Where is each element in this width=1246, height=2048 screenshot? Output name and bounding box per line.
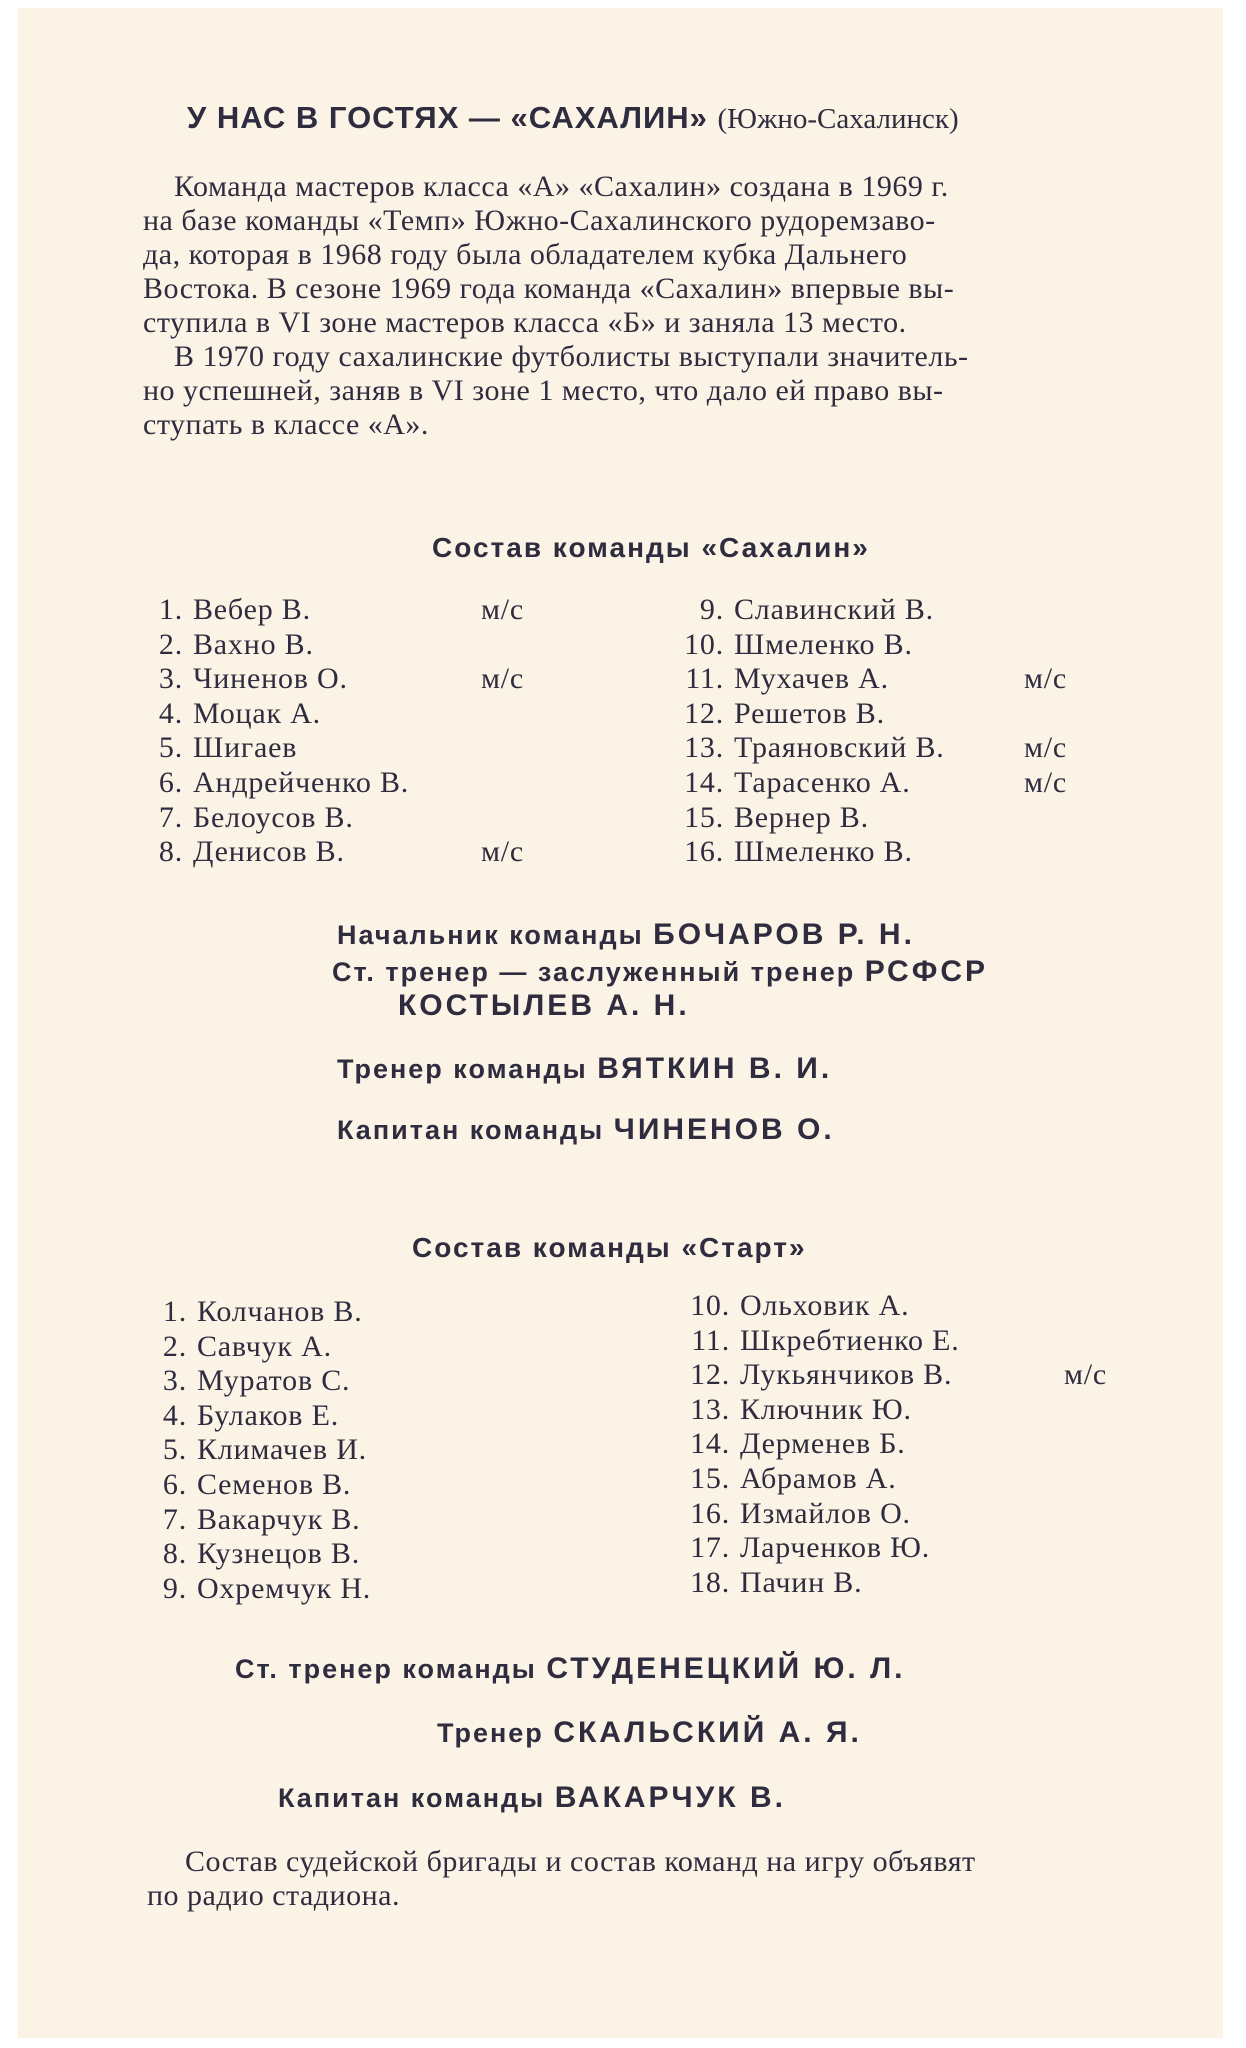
master-of-sport: м/с [481, 835, 525, 869]
sakhalin-roster-heading: Состав команды «Сахалин» [432, 532, 870, 563]
player-number: 12. [684, 696, 724, 730]
title-city: (Южно-Сахалинск) [717, 103, 959, 135]
player-number: 10. [684, 627, 724, 661]
title-main: У НАС В ГОСТЯХ — «САХАЛИН» [187, 100, 708, 135]
staff-name: ВЯТКИН В. И. [597, 1052, 833, 1085]
player-name: Лукьянчиков В. [740, 1358, 953, 1392]
player-name: Ключник Ю. [740, 1392, 912, 1426]
player-name: Вебер В. [193, 593, 311, 626]
sakhalin-roster-right [684, 593, 1114, 870]
staff-label: Начальник команды [337, 920, 644, 950]
master-of-sport: м/с [1024, 731, 1068, 765]
roster-row [143, 766, 563, 801]
player-name: Чиненов О. [193, 662, 348, 696]
player-name: Шигаев [193, 731, 298, 765]
roster-row [147, 1537, 567, 1572]
player-number: 12. [690, 1358, 730, 1392]
staff-name: КОСТЫЛЕВ А. Н. [398, 989, 690, 1022]
staff-label: Ст. тренер команды [235, 1654, 537, 1684]
intro-paragraph [143, 170, 969, 442]
player-number: 3. [162, 1364, 187, 1398]
player-name: Шмеленко В. [734, 627, 913, 661]
footer-note [147, 1845, 976, 1913]
player-name: Белоусов В. [193, 800, 354, 834]
player-name: Кузнецов В. [197, 1537, 361, 1571]
page-title [187, 100, 959, 136]
player-number: 11. [691, 1323, 730, 1357]
roster-row [684, 662, 1114, 697]
player-name: Савчук А. [197, 1329, 332, 1363]
player-number: 15. [690, 1461, 730, 1495]
sakhalin-captain [337, 1113, 835, 1147]
player-name: Мухачев А. [734, 662, 889, 696]
master-of-sport: м/с [1064, 1358, 1108, 1392]
player-number: 4. [162, 1398, 187, 1432]
player-number: 10. [690, 1289, 730, 1322]
player-number: 6. [162, 1467, 187, 1501]
player-number: 1. [162, 1295, 187, 1328]
player-number: 3. [158, 662, 183, 696]
roster-row [690, 1427, 1130, 1462]
start-roster-left [147, 1295, 567, 1606]
start-coach [437, 1716, 862, 1750]
player-name: Вакарчук В. [197, 1502, 361, 1536]
player-number: 5. [162, 1433, 187, 1467]
staff-label: Тренер [437, 1718, 544, 1748]
player-number: 16. [690, 1496, 730, 1530]
master-of-sport: м/с [481, 593, 525, 626]
player-number: 14. [684, 765, 724, 799]
roster-row [684, 766, 1114, 801]
player-number: 15. [684, 800, 724, 834]
roster-row [143, 662, 563, 697]
roster-row [690, 1497, 1130, 1532]
player-name: Вернер В. [734, 800, 869, 834]
player-name: Моцак А. [193, 696, 321, 730]
player-number: 4. [158, 696, 183, 730]
intro-line: на базе команды «Темп» Южно-Сахалинского рудоремзаво- [143, 204, 936, 237]
roster-row [684, 628, 1114, 663]
intro-line: да, которая в 1968 году была обладателем кубка Дальнего [143, 238, 908, 271]
player-name: Семенов В. [197, 1467, 352, 1501]
roster-row [147, 1503, 567, 1538]
staff-name: ВАКАРЧУК В. [554, 1781, 786, 1814]
roster-row [684, 835, 1114, 870]
player-name: Денисов В. [193, 835, 345, 869]
sakhalin-senior-coach [332, 955, 988, 989]
roster-row [690, 1531, 1130, 1566]
intro-line: ступать в классе «А». [143, 408, 429, 441]
player-name: Шмеленко В. [734, 835, 913, 869]
player-number: 9. [162, 1571, 187, 1605]
intro-line: Востока. В сезоне 1969 года команда «Сахалин» впервые вы- [143, 272, 955, 305]
player-number: 11. [685, 662, 724, 696]
roster-row [143, 731, 563, 766]
start-senior-coach [235, 1652, 905, 1686]
player-number: 16. [684, 835, 724, 869]
roster-row [684, 593, 1114, 628]
roster-row [143, 593, 563, 628]
roster-row [690, 1324, 1130, 1359]
player-number: 13. [690, 1392, 730, 1426]
start-roster-right [690, 1289, 1130, 1600]
player-name: Ольховик А. [740, 1289, 910, 1322]
footer-line: Состав судейской бригады и состав команд на игру объявят [185, 1845, 976, 1878]
roster-row [143, 697, 563, 732]
intro-line: ступила в VI зоне мастеров класса «Б» и заняла 13 место. [143, 306, 907, 339]
player-name: Славинский В. [734, 593, 934, 626]
player-number: 7. [162, 1502, 187, 1536]
player-name: Дерменев Б. [740, 1427, 906, 1461]
intro-line: Команда мастеров класса «А» «Сахалин» создана в 1969 г. [174, 170, 949, 203]
roster-row [690, 1289, 1130, 1324]
player-name: Абрамов А. [740, 1461, 897, 1495]
player-name: Андрейченко В. [193, 765, 410, 799]
player-number: 1. [158, 593, 183, 626]
staff-org: РСФСР [864, 955, 989, 988]
intro-line: В 1970 году сахалинские футболисты выступали значитель- [174, 340, 969, 373]
footer-line: по радио стадиона. [147, 1879, 400, 1912]
player-name: Пачин В. [740, 1565, 863, 1599]
master-of-sport: м/с [1024, 662, 1068, 696]
start-roster-heading: Состав команды «Старт» [412, 1232, 807, 1263]
roster-row [684, 697, 1114, 732]
staff-name: СТУДЕНЕЦКИЙ Ю. Л. [546, 1652, 906, 1685]
staff-label: Капитан команды [278, 1783, 546, 1813]
sakhalin-roster-left [143, 593, 563, 870]
roster-row [147, 1330, 567, 1365]
player-number: 14. [690, 1427, 730, 1461]
player-number: 17. [690, 1531, 730, 1565]
roster-row [147, 1572, 567, 1607]
roster-row [147, 1295, 567, 1330]
player-number: 2. [158, 627, 183, 661]
start-captain [278, 1781, 786, 1815]
player-name: Климачев И. [197, 1433, 367, 1467]
player-name: Ларченков Ю. [740, 1531, 931, 1565]
staff-label: Тренер команды [337, 1054, 588, 1084]
player-name: Шкребтиенко Е. [740, 1323, 960, 1357]
player-number: 8. [158, 835, 183, 869]
player-name: Охремчук Н. [197, 1571, 372, 1605]
player-number: 9. [699, 593, 724, 626]
player-name: Муратов С. [197, 1364, 351, 1398]
sakhalin-senior-coach-name [398, 989, 690, 1023]
player-name: Тарасенко А. [734, 765, 911, 799]
player-name: Вахно В. [193, 627, 314, 661]
player-number: 7. [158, 800, 183, 834]
staff-label: Ст. тренер — заслуженный тренер [332, 957, 856, 987]
roster-row [143, 628, 563, 663]
player-name: Решетов В. [734, 696, 885, 730]
sakhalin-coach [337, 1052, 832, 1086]
roster-row [690, 1566, 1130, 1601]
roster-row [143, 801, 563, 836]
roster-row [684, 801, 1114, 836]
staff-label: Капитан команды [337, 1115, 605, 1145]
master-of-sport: м/с [481, 662, 525, 696]
staff-name: СКАЛЬСКИЙ А. Я. [553, 1716, 862, 1749]
roster-row [684, 731, 1114, 766]
staff-name: БОЧАРОВ Р. Н. [653, 918, 915, 951]
roster-row [147, 1364, 567, 1399]
player-number: 6. [158, 765, 183, 799]
player-name: Измайлов О. [740, 1496, 911, 1530]
roster-row [690, 1358, 1130, 1393]
roster-row [147, 1399, 567, 1434]
player-name: Траяновский В. [734, 731, 945, 765]
staff-name: ЧИНЕНОВ О. [613, 1113, 835, 1146]
sakhalin-chief [337, 918, 915, 952]
roster-row [690, 1462, 1130, 1497]
intro-line: но успешней, заняв в VI зоне 1 место, что дало ей право вы- [143, 374, 944, 407]
player-number: 2. [162, 1329, 187, 1363]
roster-row [147, 1468, 567, 1503]
player-number: 13. [684, 731, 724, 765]
player-name: Булаков Е. [197, 1398, 339, 1432]
player-name: Колчанов В. [197, 1295, 363, 1328]
roster-row [690, 1393, 1130, 1428]
master-of-sport: м/с [1024, 765, 1068, 799]
roster-row [147, 1433, 567, 1468]
player-number: 5. [158, 731, 183, 765]
player-number: 8. [162, 1537, 187, 1571]
roster-row [143, 835, 563, 870]
player-number: 18. [690, 1565, 730, 1599]
